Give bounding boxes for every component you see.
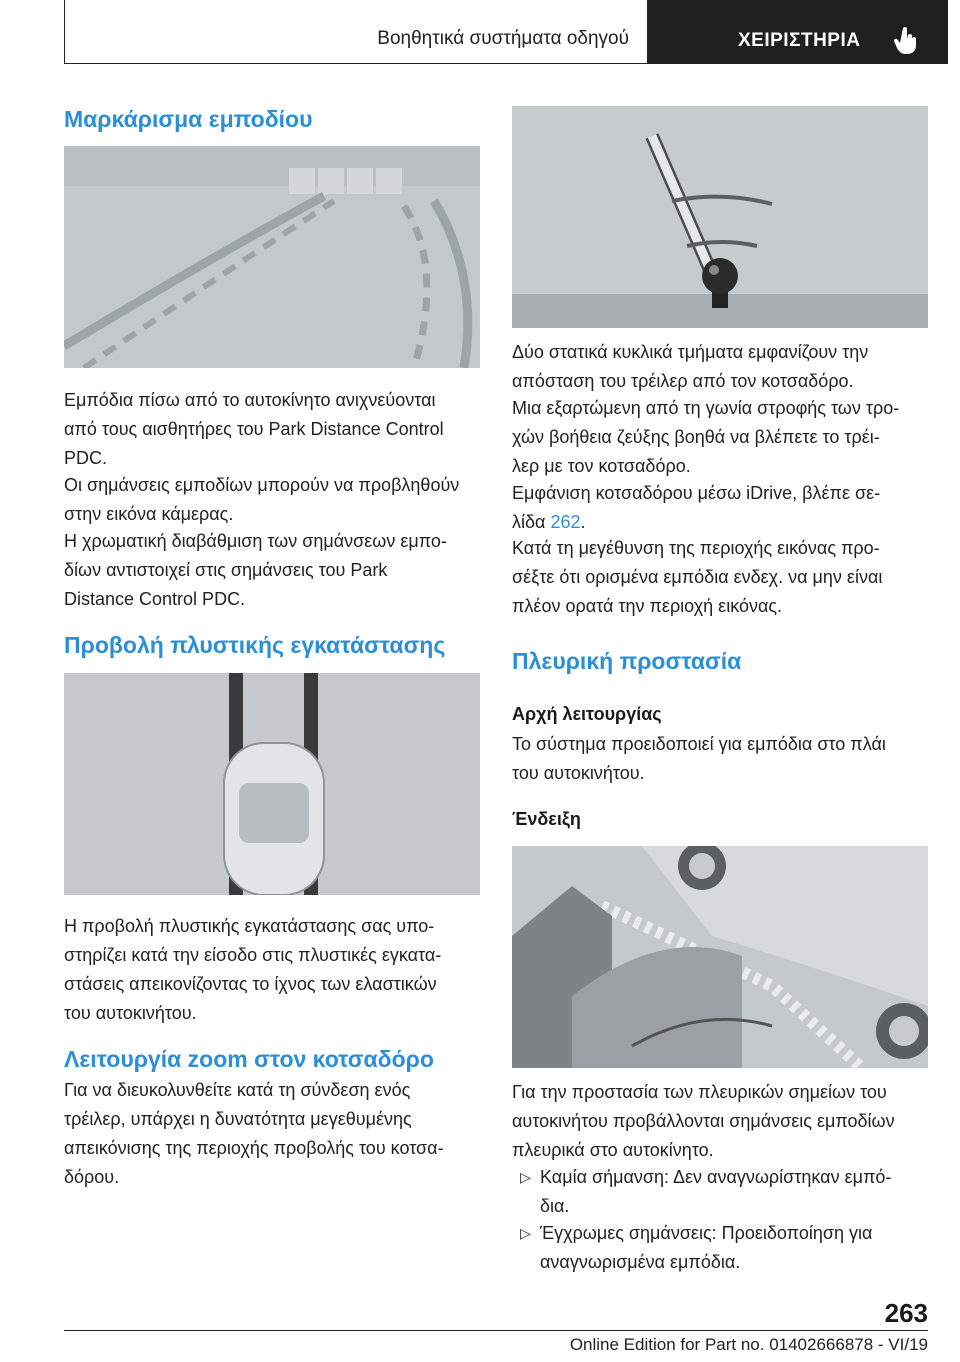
- paragraph-line: Εμφάνιση κοτσαδόρου μέσω iDrive, βλέπε σε-: [512, 483, 881, 503]
- paragraph-line: τρέιλερ, υπάρχει η δυνατότητα μεγεθυμένης: [64, 1109, 412, 1129]
- paragraph-line: Το σύστημα προειδοποιεί για εμπόδια στο πλάι: [512, 734, 886, 754]
- paragraph-car-wash-support: [64, 912, 441, 1028]
- paragraph-line: χών βοήθεια ζεύξης βοηθά να βλέπετε το τρέι-: [512, 427, 880, 447]
- paragraph-line: Κατά τη μεγέθυνση της περιοχής εικόνας προ-: [512, 538, 880, 558]
- paragraph-line: απεικόνισης της περιοχής προβολής του κοτσα-: [64, 1138, 444, 1158]
- paragraph-line: .: [580, 512, 586, 532]
- paragraph-line: στάσεις απεικονίζοντας το ίχνος των ελαστικών: [64, 974, 437, 994]
- list-item-text: [540, 1163, 891, 1221]
- paragraph-line: Έγχρωμες σημάνσεις: Προειδοποίηση για: [540, 1223, 873, 1243]
- paragraph-line: πλέον ορατά την περιοχή εικόνας.: [512, 596, 783, 616]
- paragraph-line: απόσταση του τρέιλερ από τον κοτσαδόρο.: [512, 371, 854, 391]
- paragraph-side-markings: [512, 1078, 895, 1165]
- paragraph-line: αυτοκινήτου προβάλλονται σημάνσεις εμποδίων: [512, 1111, 895, 1131]
- figure-car-wash-view: [64, 673, 480, 895]
- triangle-bullet-icon: ▷: [520, 1169, 531, 1185]
- paragraph-line: αναγνωρισμένα εμπόδια.: [540, 1252, 741, 1272]
- page-reference-link[interactable]: 262: [550, 512, 581, 532]
- paragraph-line: δίων αντιστοιχεί στις σημάνσεις του Park: [64, 560, 388, 580]
- hand-pointer-icon: [894, 26, 920, 54]
- paragraph-side-warning: [512, 730, 886, 788]
- paragraph-line: Δύο στατικά κυκλικά τμήματα εμφανίζουν την: [512, 342, 869, 362]
- paragraph-line: Για να διευκολυνθείτε κατά τη σύνδεση ενός: [64, 1080, 411, 1100]
- paragraph-line: Η προβολή πλυστικής εγκατάστασης σας υπο-: [64, 916, 435, 936]
- paragraph-zoom-hitch: [64, 1076, 444, 1192]
- paragraph-line: Εμπόδια πίσω από το αυτοκίνητο ανιχνεύονται: [64, 390, 436, 410]
- paragraph-coupling-aid: [512, 394, 899, 481]
- paragraph-line: Μια εξαρτώμενη από τη γωνία στροφής των τρο-: [512, 398, 900, 418]
- list-item-text: [540, 1219, 872, 1277]
- paragraph-line: Καμία σήμανση: Δεν αναγνωρίστηκαν εμπό-: [540, 1167, 892, 1187]
- paragraph-idrive-display: [512, 479, 880, 537]
- paragraph-line: λίδα: [512, 512, 546, 532]
- paragraph-markings-camera: [64, 471, 459, 529]
- header-chapter-title: ΧΕΙΡΙΣΤΗΡΙΑ: [738, 30, 861, 51]
- heading-obstacle-marking: Μαρκάρισμα εμποδίου: [64, 106, 313, 132]
- paragraph-static-segments: [512, 338, 868, 396]
- heading-car-wash-view: Προβολή πλυστικής εγκατάστασης: [64, 632, 446, 658]
- paragraph-line: σέξτε ότι ορισμένα εμπόδια ενδεχ. να μην είναι: [512, 567, 883, 587]
- paragraph-obstacles-detected: [64, 386, 444, 473]
- paragraph-line: στηρίζει κατά την είσοδο στις πλυστικές εγκατα-: [64, 945, 442, 965]
- paragraph-line: από τους αισθητήρες του Park Distance Control: [64, 419, 444, 439]
- paragraph-line: λερ με τον κοτσαδόρο.: [512, 456, 691, 476]
- paragraph-line: Distance Control PDC.: [64, 589, 246, 609]
- page-number: 263: [884, 1298, 928, 1328]
- list-item-colored-marking: [520, 1219, 920, 1277]
- paragraph-color-gradation: [64, 527, 447, 614]
- footer-divider: [64, 1330, 928, 1331]
- header-section-title: Βοηθητικά συστήματα οδηγού: [377, 28, 629, 49]
- header-section-box: [64, 0, 648, 64]
- header-chapter-box: [648, 0, 948, 64]
- paragraph-line: πλευρικά στο αυτοκίνητο.: [512, 1140, 714, 1160]
- paragraph-line: στην εικόνα κάμερας.: [64, 504, 234, 524]
- paragraph-zoom-warning: [512, 534, 882, 621]
- paragraph-line: Για την προστασία των πλευρικών σημείων του: [512, 1082, 887, 1102]
- subheading-display: Ένδειξη: [512, 809, 581, 829]
- paragraph-line: δόρου.: [64, 1167, 120, 1187]
- paragraph-line: του αυτοκινήτου.: [512, 763, 645, 783]
- figure-hitch-zoom: [512, 106, 928, 328]
- paragraph-line: Η χρωματική διαβάθμιση των σημάνσεων εμπο-: [64, 531, 447, 551]
- footer-edition: Online Edition for Part no. 01402666878 - VI/19: [569, 1335, 928, 1354]
- list-item-no-marking: [520, 1163, 920, 1221]
- figure-obstacle-marking: [64, 146, 480, 368]
- heading-side-protection: Πλευρική προστασία: [512, 648, 742, 674]
- paragraph-line: Οι σημάνσεις εμποδίων μπορούν να προβληθούν: [64, 475, 460, 495]
- paragraph-line: του αυτοκινήτου.: [64, 1003, 197, 1023]
- paragraph-line: δια.: [540, 1196, 570, 1216]
- subheading-principle: Αρχή λειτουργίας: [512, 704, 662, 724]
- triangle-bullet-icon: ▷: [520, 1225, 531, 1241]
- figure-side-protection: [512, 846, 928, 1068]
- paragraph-line: PDC.: [64, 448, 108, 468]
- heading-zoom-hitch: Λειτουργία zoom στον κοτσαδόρο: [64, 1046, 434, 1072]
